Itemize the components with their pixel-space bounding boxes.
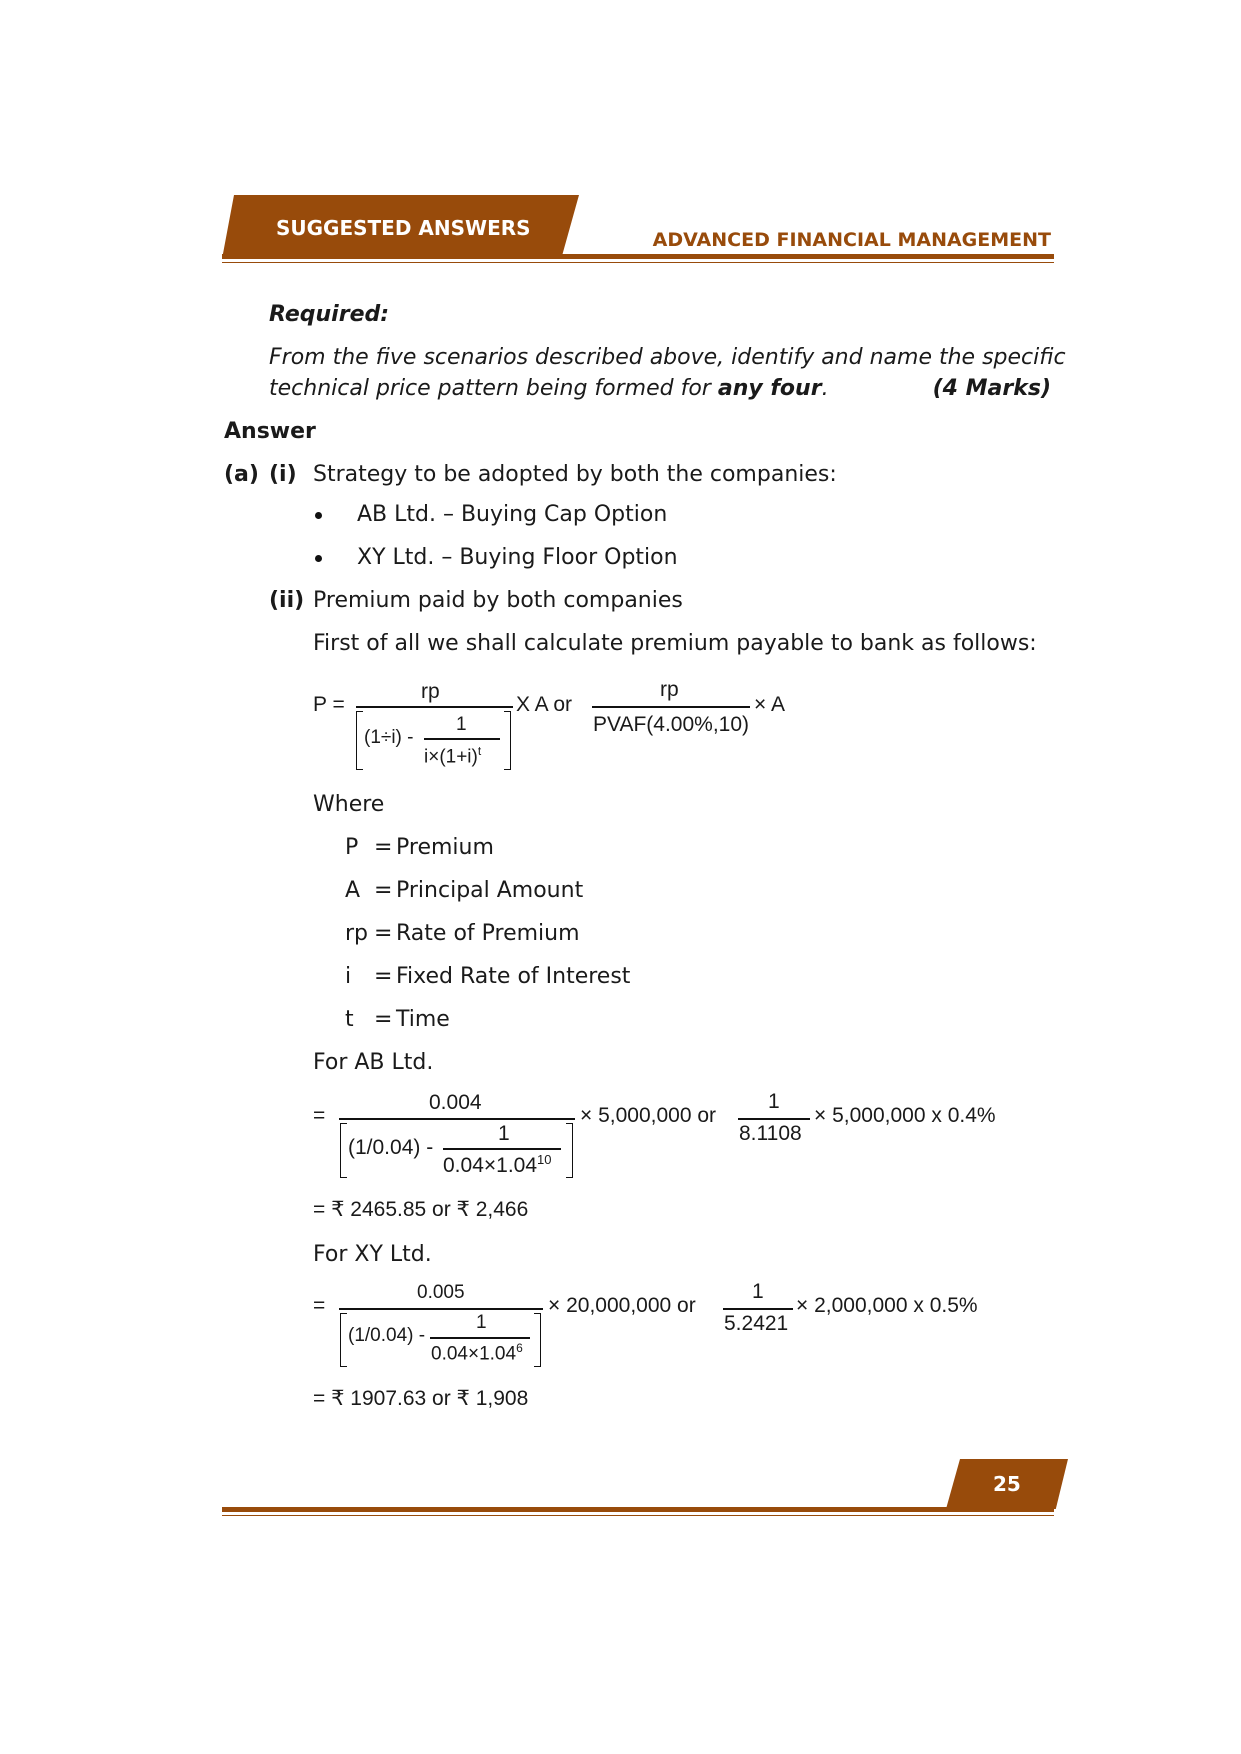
fraction-bar-2 [592, 706, 750, 708]
xy-label: For XY Ltd. [313, 1242, 432, 1267]
intro-text: First of all we shall calculate premium payable to bank as follows: [313, 631, 1037, 656]
part-ii-text: Premium paid by both companies [313, 588, 683, 613]
def-equals: = [374, 878, 393, 903]
def-equals: = [374, 835, 393, 860]
xy-fraction-bar [339, 1308, 543, 1310]
xy-inner-left: (1/0.04) - [348, 1325, 426, 1346]
required-heading: Required: [269, 302, 390, 327]
xy-numerator: 0.005 [417, 1282, 465, 1303]
ab-label: For AB Ltd. [313, 1050, 434, 1075]
formula-denominator-2: PVAF(4.00%,10) [593, 713, 750, 736]
ab-inner-left: (1/0.04) - [348, 1136, 434, 1159]
bracket-right [504, 711, 511, 770]
formula-mid: X A or [516, 693, 573, 716]
bullet-item-2: XY Ltd. – Buying Floor Option [357, 545, 678, 570]
def-text: Premium [396, 835, 494, 860]
def-symbol: rp [345, 921, 369, 946]
xy-result: = ₹ 1907.63 or ₹ 1,908 [313, 1387, 529, 1410]
bracket-right [566, 1123, 573, 1178]
xy-inner-fraction-bar [430, 1337, 530, 1339]
inner-fraction-bar [424, 738, 500, 740]
def-symbol: P [345, 835, 359, 860]
bullet-icon [315, 555, 322, 562]
xy-equals: = [313, 1294, 326, 1317]
part-ii-label: (ii) [269, 588, 305, 613]
def-text: Rate of Premium [396, 921, 580, 946]
page-number: 25 [993, 1472, 1021, 1496]
bullet-icon [315, 512, 322, 519]
fraction-bar [356, 706, 513, 708]
bullet-item-1: AB Ltd. – Buying Cap Option [357, 502, 668, 527]
def-equals: = [374, 921, 393, 946]
header-title: ADVANCED FINANCIAL MANAGEMENT [652, 229, 1051, 251]
part-i-text: Strategy to be adopted by both the companies: [313, 462, 837, 487]
footer-rule-thin [222, 1515, 1054, 1516]
formula-tail: × A [754, 693, 785, 716]
ab-inner-fraction-bar [443, 1148, 561, 1150]
part-a-label: (a) [224, 462, 259, 487]
ab-mid: × 5,000,000 or [580, 1104, 717, 1127]
ab-numerator: 0.004 [429, 1091, 482, 1114]
bracket-left [340, 1313, 347, 1367]
header-rule [222, 254, 1054, 259]
required-line2: technical price pattern being formed for any four. [269, 376, 829, 401]
formula-numerator: rp [421, 680, 440, 703]
part-i-label: (i) [269, 462, 297, 487]
xy-frac-denominator: 5.2421 [724, 1312, 789, 1335]
ab-fraction-bar [339, 1118, 575, 1120]
footer-rule [222, 1507, 1054, 1512]
def-equals: = [374, 964, 393, 989]
def-text: Time [396, 1007, 450, 1032]
ab-inner-numerator: 1 [498, 1122, 510, 1145]
bracket-right [534, 1313, 541, 1367]
ab-frac-numerator: 1 [768, 1090, 780, 1113]
ab-frac-bar [738, 1118, 810, 1120]
bracket-left [340, 1123, 347, 1178]
ab-frac-denominator: 8.1108 [739, 1122, 802, 1145]
inner-left: (1÷i) - [364, 727, 414, 748]
def-symbol: A [345, 878, 361, 903]
ab-inner-denominator: $0.04\times 1.04^{10}$ [443, 1152, 552, 1177]
xy-mid: × 20,000,000 or [548, 1294, 696, 1317]
xy-frac-bar [723, 1308, 793, 1310]
xy-frac-numerator: 1 [752, 1280, 764, 1303]
inner-denominator: $i\times(1+i)^t$ [424, 744, 482, 768]
xy-inner-denominator: $0.04\times 1.04^6$ [431, 1341, 523, 1365]
ab-equals: = [313, 1104, 326, 1127]
xy-tail: × 2,000,000 x 0.5% [796, 1294, 978, 1317]
def-symbol: i [345, 964, 352, 989]
def-text: Fixed Rate of Interest [396, 964, 631, 989]
inner-numerator: 1 [456, 714, 467, 735]
ab-tail: × 5,000,000 x 0.4% [814, 1104, 996, 1127]
def-symbol: t [345, 1007, 354, 1032]
def-equals: = [374, 1007, 393, 1032]
answer-heading: Answer [224, 419, 316, 444]
formula-numerator-2: rp [660, 678, 679, 701]
xy-inner-numerator: 1 [476, 1312, 487, 1333]
required-marks: (4 Marks) [932, 376, 1051, 401]
ab-result: = ₹ 2465.85 or ₹ 2,466 [313, 1198, 529, 1221]
formula-lhs: P = [313, 693, 345, 716]
header-rule-thin [222, 262, 1054, 263]
def-text: Principal Amount [396, 878, 584, 903]
where-label: Where [313, 792, 385, 817]
header-tab-label: SUGGESTED ANSWERS [276, 216, 531, 240]
bracket-left [356, 711, 363, 770]
required-line1: From the five scenarios described above, identify and name the specific [269, 345, 1066, 370]
